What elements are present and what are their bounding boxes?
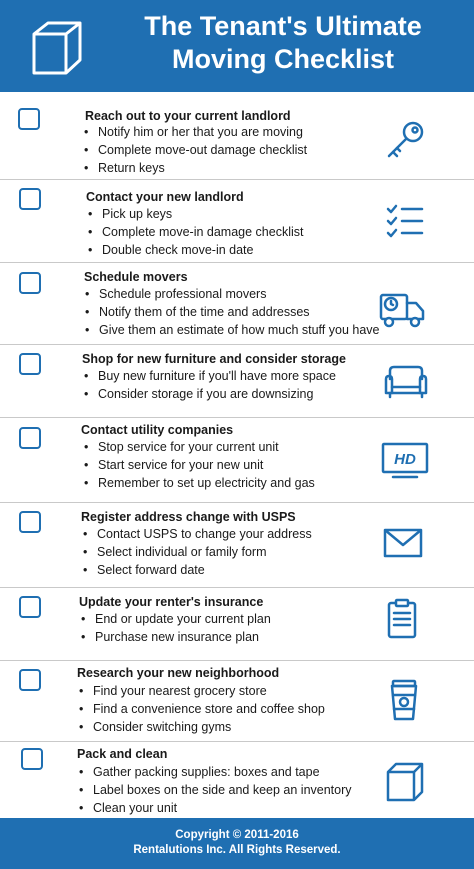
list-item: • Schedule professional movers — [83, 285, 379, 303]
box-icon — [382, 758, 430, 806]
checkbox[interactable] — [19, 427, 41, 449]
checkbox[interactable] — [19, 596, 41, 618]
item-title: Contact utility companies — [81, 423, 234, 437]
checklist-item — [0, 180, 474, 262]
item-title: Research your new neighborhood — [77, 666, 280, 680]
list-item: • Clean your unit — [77, 799, 352, 817]
bullet-list — [81, 525, 312, 579]
bullet-list — [86, 205, 303, 259]
checkbox[interactable] — [19, 272, 41, 294]
list-item: • Purchase new insurance plan — [79, 628, 271, 646]
list-item: • Find a convenience store and coffee shop — [77, 700, 325, 718]
checklist-item — [0, 661, 474, 741]
list-item: • Buy new furniture if you'll have more space — [82, 367, 336, 385]
item-title: Contact your new landlord — [86, 190, 244, 204]
list-item: • Remember to set up electricity and gas — [82, 474, 315, 492]
checklist-item — [0, 503, 474, 587]
list-item: • Start service for your new unit — [82, 456, 315, 474]
item-title: Schedule movers — [84, 270, 188, 284]
checklist-item — [0, 588, 474, 660]
footer — [0, 818, 474, 869]
checklist-item — [0, 98, 474, 178]
box-outline-icon — [30, 20, 84, 76]
rights-text: Rentalutions Inc. All Rights Reserved. — [133, 844, 341, 856]
coffee-cup-icon — [380, 675, 428, 723]
sofa-icon — [382, 359, 430, 407]
checklist-item — [0, 418, 474, 502]
hd-label: HD — [394, 451, 416, 468]
bullet-list — [82, 438, 315, 492]
bullet-list — [77, 682, 325, 736]
list-item: • Notify him or her that you are moving — [82, 123, 307, 141]
checkbox[interactable] — [19, 669, 41, 691]
checkbox[interactable] — [19, 188, 41, 210]
moving-truck-icon — [378, 285, 426, 333]
checkbox[interactable] — [18, 108, 40, 130]
page-title — [100, 10, 466, 76]
list-item: • Find your nearest grocery store — [77, 682, 325, 700]
list-item: • Complete move-in damage checklist — [86, 223, 303, 241]
list-item: • Stop service for your current unit — [82, 438, 315, 456]
list-item: • Pick up keys — [86, 205, 303, 223]
list-item: • Consider switching gyms — [77, 718, 325, 736]
copyright-text: Copyright © 2011-2016 — [175, 829, 299, 841]
list-item: • Notify them of the time and addresses — [83, 303, 379, 321]
checkbox[interactable] — [19, 353, 41, 375]
list-item: • Label boxes on the side and keep an inventory — [77, 781, 352, 799]
clipboard-icon — [378, 598, 426, 646]
checklist-item — [0, 263, 474, 343]
title-line-1: The Tenant's Ultimate — [144, 11, 422, 41]
item-title: Update your renter's insurance — [79, 595, 264, 609]
list-item: • Return keys — [82, 159, 307, 177]
header-banner — [0, 0, 474, 92]
bullet-list — [82, 123, 307, 177]
item-title: Shop for new furniture and consider storage — [82, 352, 346, 366]
list-item: • Contact USPS to change your address — [81, 525, 312, 543]
list-item: • Select forward date — [81, 561, 312, 579]
item-title: Pack and clean — [77, 747, 168, 761]
hd-tv-icon — [381, 436, 429, 476]
item-title: Reach out to your current landlord — [85, 109, 291, 123]
bullet-list — [79, 610, 271, 646]
bullet-list — [83, 285, 379, 339]
list-item: • Complete move-out damage checklist — [82, 141, 307, 159]
item-title: Register address change with USPS — [81, 510, 296, 524]
list-item: • Gather packing supplies: boxes and tape — [77, 763, 352, 781]
list-item: • Give them an estimate of how much stuff you have — [83, 321, 379, 339]
checklist-item — [0, 345, 474, 417]
title-line-2: Moving Checklist — [171, 44, 395, 74]
checkbox[interactable] — [19, 511, 41, 533]
checklist-item — [0, 742, 474, 818]
envelope-icon — [382, 521, 430, 569]
bullet-list — [82, 367, 336, 403]
bullet-list — [77, 763, 352, 817]
list-item: • Consider storage if you are downsizing — [82, 385, 336, 403]
checkbox[interactable] — [21, 748, 43, 770]
list-item: • Select individual or family form — [81, 543, 312, 561]
checklist-icon — [382, 197, 430, 245]
list-item: • Double check move-in date — [86, 241, 303, 259]
list-item: • End or update your current plan — [79, 610, 271, 628]
key-icon — [381, 116, 429, 164]
